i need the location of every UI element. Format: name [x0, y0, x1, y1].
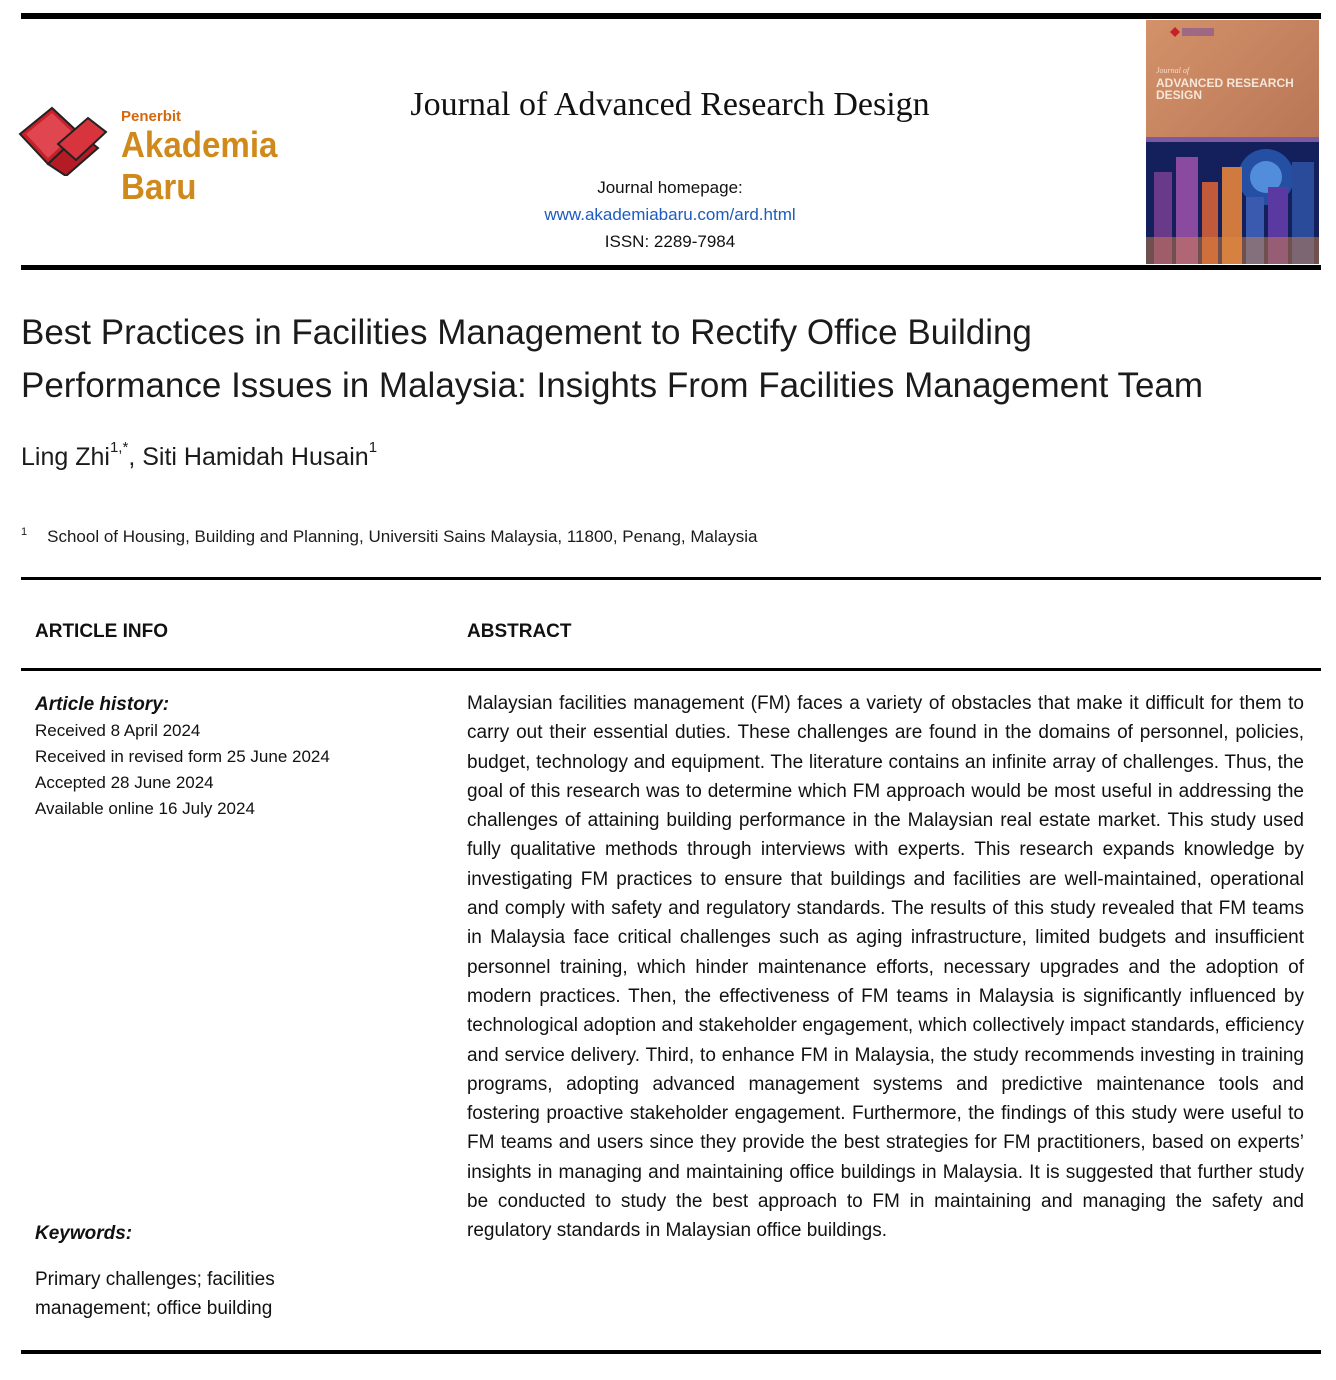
- revised-date: Received in revised form 25 June 2024: [35, 747, 330, 766]
- cover-journal-of: Journal of: [1156, 66, 1190, 75]
- journal-cover-image: [1146, 20, 1319, 264]
- author-2: Siti Hamidah Husain: [142, 443, 369, 471]
- keywords-heading: Keywords:: [35, 1223, 133, 1244]
- abstract-text: Malaysian facilities management (FM) faces a variety of obstacles that make it difficult for them to carry out their essential duties. These challenges are found in the domains of personnel, policies, budget, technology and equipment. The literature contains an infinite array of challenges. Thus, the goal of this research was to determine which FM approach would be most useful in addressing the challenges of attaining building performance in the Malaysian real estate market. This study used fully qualitative methods through interviews with experts. This research expands knowledge by investigating FM practices to ensure that buildings and facilities are well-maintained, operational and comply with safety and regulatory standards. The results of this study revealed that FM teams in Malaysia face critical challenges such as aging infrastructure, limited budgets and insufficient personnel training, which hinder maintenance efforts, necessary upgrades and the adoption of modern practices. Then, the effectiveness of FM teams in Malaysia is significantly influenced by technological adoption and stakeholder engagement, which collectively impact standards, efficiency and service delivery. Third, to enhance FM in Malaysia, the study recommends investing in training programs, adopting advanced management systems and predictive maintenance tools and fostering proactive stakeholder engagement. Furthermore, the findings of this study were useful to FM teams and users since they provide the best strategies for FM practitioners, based on experts’ insights in managing and maintaining office buildings in Malaysia. It is suggested that further study be conducted to study the best approach to FM in maintaining and managing the safety and regulatory standards in Malaysian office buildings.: [467, 693, 1304, 1242]
- cover-publisher-mark-icon: [1168, 25, 1218, 39]
- homepage-link[interactable]: www.akademiabaru.com/ard.html: [544, 205, 796, 224]
- cover-city-illustration: [1146, 142, 1319, 264]
- authors: [21, 439, 378, 472]
- affiliation: [21, 527, 757, 547]
- publisher-name: Akademia Baru: [121, 124, 278, 207]
- publisher-label: Penerbit: [121, 108, 182, 125]
- article-title: [21, 306, 1326, 412]
- header-top-rule: [21, 13, 1321, 19]
- info-top-rule: [21, 577, 1321, 580]
- affiliation-number: 1: [21, 526, 28, 538]
- info-heading-rule: [21, 668, 1321, 671]
- header-bottom-rule: [21, 265, 1321, 270]
- keywords: Primary challenges; facilities management; office building: [35, 1269, 275, 1319]
- journal-homepage-block: [470, 174, 870, 255]
- author-separator: ,: [128, 443, 143, 471]
- abstract-heading: ABSTRACT: [467, 621, 572, 642]
- cover-title: ADVANCED RESEARCH DESIGN: [1156, 76, 1294, 102]
- akademia-baru-logo-icon: [18, 104, 118, 176]
- info-bottom-rule: [21, 1350, 1321, 1354]
- publisher-logo: [18, 100, 328, 207]
- article-title-line-1: Best Practices in Facilities Management to Rectify Office Building: [21, 313, 1032, 352]
- author-2-affiliation: 1: [368, 439, 378, 456]
- received-date: Received 8 April 2024: [35, 721, 201, 740]
- accepted-date: Accepted 28 June 2024: [35, 773, 214, 792]
- article-title-line-2: Performance Issues in Malaysia: Insights From Facilities Management Team: [21, 366, 1204, 405]
- online-date: Available online 16 July 2024: [35, 799, 255, 818]
- issn: ISSN: 2289-7984: [604, 232, 736, 251]
- article-history: [35, 692, 435, 822]
- article-info-heading: ARTICLE INFO: [35, 621, 168, 642]
- affiliation-text: School of Housing, Building and Planning, Universiti Sains Malaysia, 11800, Penang, Malaysia: [47, 527, 758, 546]
- author-1-affiliation: 1,*: [109, 439, 129, 456]
- history-heading: Article history:: [35, 694, 170, 715]
- journal-name: Journal of Advanced Research Design: [410, 86, 930, 123]
- author-1: Ling Zhi: [21, 443, 110, 471]
- homepage-label: Journal homepage:: [597, 178, 743, 197]
